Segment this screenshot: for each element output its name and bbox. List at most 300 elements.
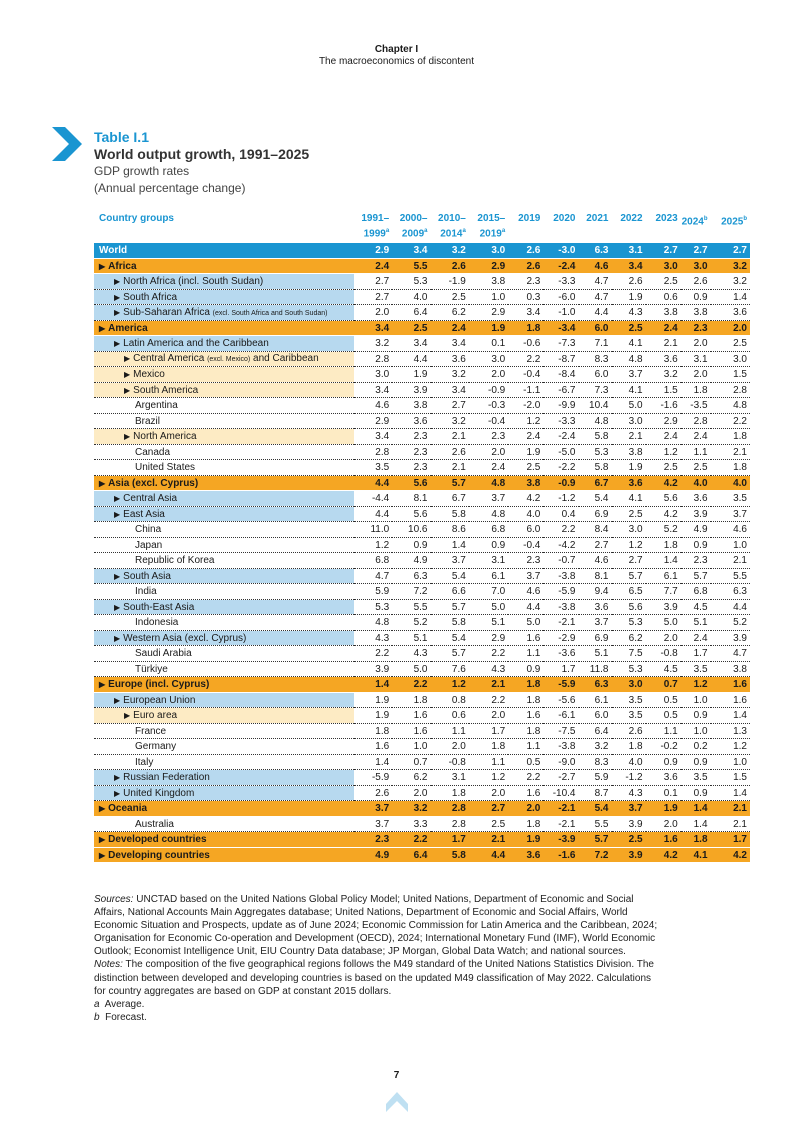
value-cell: 6.4 <box>392 305 430 321</box>
value-cell: 3.2 <box>646 367 681 383</box>
chevron-right-icon <box>52 127 82 161</box>
value-cell: 1.8 <box>354 723 392 739</box>
value-cell: 4.2 <box>711 847 750 863</box>
value-cell: 1.9 <box>392 367 430 383</box>
value-cell: 2.1 <box>469 832 508 848</box>
value-cell: 3.0 <box>612 677 646 693</box>
value-cell: 2.8 <box>354 351 392 367</box>
value-cell: 4.0 <box>711 475 750 491</box>
row-label: ▶ Latin America and the Caribbean <box>94 336 354 352</box>
row-label: ▶ Africa <box>94 258 354 274</box>
value-cell: 4.7 <box>711 646 750 662</box>
row-label: Canada <box>94 444 354 460</box>
value-cell: 1.5 <box>711 367 750 383</box>
value-cell: 6.0 <box>508 522 543 538</box>
value-cell: 5.7 <box>431 599 469 615</box>
value-cell: 5.0 <box>392 661 430 677</box>
notes-note <box>94 958 664 997</box>
value-cell: 2.4 <box>469 460 508 476</box>
value-cell: 3.7 <box>711 506 750 522</box>
value-cell: 2.7 <box>579 537 612 553</box>
value-cell: 3.5 <box>354 460 392 476</box>
table-row <box>94 398 750 414</box>
value-cell: 3.1 <box>612 243 646 258</box>
value-cell: -3.0 <box>543 243 578 258</box>
value-cell: -2.0 <box>508 398 543 414</box>
expand-triangle-icon: ▶ <box>124 370 131 380</box>
table-row <box>94 708 750 724</box>
expand-triangle-icon: ▶ <box>99 323 106 333</box>
value-cell: 2.6 <box>681 274 711 290</box>
value-cell: 6.3 <box>579 677 612 693</box>
value-cell: 3.9 <box>711 630 750 646</box>
value-cell: 3.5 <box>681 770 711 786</box>
value-cell: 5.0 <box>612 398 646 414</box>
value-cell: 4.4 <box>508 599 543 615</box>
expand-triangle-icon: ▶ <box>114 602 121 612</box>
value-cell: 8.1 <box>579 568 612 584</box>
value-cell: 1.9 <box>508 444 543 460</box>
value-cell: 4.4 <box>392 351 430 367</box>
sources-text: UNCTAD based on the United Nations Global Policy Model; United Nations, Department of Economic and Social Affairs, National Accounts Main Aggregates database; United Nations, Department of Economic and Social Affairs, World Economic Situation and Prospects, update as of June 2024; Economic Commission for Latin America and the Caribbean, 2024; Organisation for Economic Co-operation and Development (OECD), 2024; International Monetary Fund (IMF), World Economic Outlook; Economist Intelligence Unit, EIU Country Data database; JP Morgan, Global Data Watch; and national sources. <box>94 894 658 958</box>
value-cell: -5.9 <box>354 770 392 786</box>
value-cell: 0.2 <box>681 739 711 755</box>
value-cell: -5.9 <box>543 677 578 693</box>
value-cell: 3.8 <box>681 305 711 321</box>
value-cell: 2.0 <box>469 444 508 460</box>
value-cell: 2.0 <box>469 785 508 801</box>
value-cell: -9.9 <box>543 398 578 414</box>
value-cell: 5.1 <box>681 615 711 631</box>
value-cell: 3.6 <box>431 351 469 367</box>
value-cell: -2.1 <box>543 615 578 631</box>
value-cell: 3.7 <box>354 801 392 817</box>
row-label: Brazil <box>94 413 354 429</box>
row-label: Indonesia <box>94 615 354 631</box>
table-row <box>94 770 750 786</box>
value-cell: 3.7 <box>354 816 392 832</box>
value-cell: 4.1 <box>612 336 646 352</box>
value-cell: 2.5 <box>681 460 711 476</box>
value-cell: 0.6 <box>431 708 469 724</box>
value-cell: -0.9 <box>469 382 508 398</box>
chapter-label: Chapter I <box>374 44 419 55</box>
value-cell: -2.7 <box>543 770 578 786</box>
value-cell: 5.6 <box>612 599 646 615</box>
value-cell: 4.5 <box>681 599 711 615</box>
value-cell: 6.9 <box>579 630 612 646</box>
row-label: ▶ North America <box>94 429 354 445</box>
value-cell: 1.2 <box>681 677 711 693</box>
value-cell: 1.2 <box>612 537 646 553</box>
value-cell: 5.3 <box>612 615 646 631</box>
value-cell: 4.1 <box>612 491 646 507</box>
value-cell: 5.5 <box>392 258 430 274</box>
value-cell: 2.3 <box>469 429 508 445</box>
column-header: 2000– 2009$^a$ <box>399 213 428 240</box>
value-cell: 1.1 <box>681 444 711 460</box>
value-cell: 2.7 <box>354 289 392 305</box>
table-row <box>94 568 750 584</box>
footnote-a-text: Average. <box>104 998 145 1010</box>
value-cell: 8.3 <box>579 351 612 367</box>
value-cell: 1.7 <box>681 646 711 662</box>
table-row <box>94 692 750 708</box>
value-cell: -0.2 <box>646 739 681 755</box>
value-cell: 1.0 <box>711 537 750 553</box>
value-cell: 1.6 <box>392 723 430 739</box>
value-cell: 3.8 <box>646 305 681 321</box>
value-cell: 1.9 <box>612 289 646 305</box>
value-cell: 1.7 <box>431 832 469 848</box>
footnote-b-key: b <box>94 1011 100 1023</box>
table-notes <box>94 893 664 1024</box>
value-cell: 7.1 <box>579 336 612 352</box>
row-label: ▶ North Africa (incl. South Sudan) <box>94 274 354 290</box>
table-row <box>94 491 750 507</box>
value-cell: 3.0 <box>469 351 508 367</box>
table-row <box>94 599 750 615</box>
value-cell: 3.2 <box>431 413 469 429</box>
value-cell: 2.0 <box>392 785 430 801</box>
value-cell: 2.4 <box>646 429 681 445</box>
value-cell: 1.6 <box>508 630 543 646</box>
value-cell: 5.0 <box>469 599 508 615</box>
value-cell: 0.7 <box>392 754 430 770</box>
value-cell: 1.7 <box>711 832 750 848</box>
row-label: ▶ Central Asia <box>94 491 354 507</box>
value-cell: -2.2 <box>543 460 578 476</box>
expand-triangle-icon: ▶ <box>99 478 106 488</box>
value-cell: 3.2 <box>579 739 612 755</box>
expand-triangle-icon: ▶ <box>99 261 106 271</box>
value-cell: 5.3 <box>392 274 430 290</box>
value-cell: -3.6 <box>543 646 578 662</box>
row-label: China <box>94 522 354 538</box>
column-header: 2021 <box>586 213 609 224</box>
value-cell: -1.2 <box>543 491 578 507</box>
value-cell: 2.9 <box>469 630 508 646</box>
column-header: 2024$^b$ <box>681 216 708 228</box>
value-cell: 2.5 <box>392 320 430 336</box>
value-cell: 1.8 <box>392 692 430 708</box>
value-cell: 2.3 <box>392 460 430 476</box>
value-cell: 1.8 <box>681 832 711 848</box>
value-cell: 5.8 <box>431 615 469 631</box>
row-label: France <box>94 723 354 739</box>
value-cell: 4.6 <box>508 584 543 600</box>
value-cell: 4.1 <box>612 382 646 398</box>
value-cell: 4.0 <box>392 289 430 305</box>
value-cell: 2.4 <box>646 320 681 336</box>
value-cell: 2.0 <box>469 367 508 383</box>
table-row <box>94 475 750 491</box>
value-cell: 2.5 <box>612 320 646 336</box>
value-cell: 5.4 <box>579 801 612 817</box>
value-cell: -3.9 <box>543 832 578 848</box>
table-row <box>94 336 750 352</box>
value-cell: 2.0 <box>469 708 508 724</box>
value-cell: 7.3 <box>579 382 612 398</box>
table-row <box>94 274 750 290</box>
value-cell: 5.5 <box>711 568 750 584</box>
value-cell: 0.5 <box>646 708 681 724</box>
notes-label: Notes: <box>94 959 123 971</box>
value-cell: 1.8 <box>508 723 543 739</box>
value-cell: 1.9 <box>508 832 543 848</box>
table-title: World output growth, 1991–2025 <box>94 146 310 162</box>
value-cell: -0.4 <box>469 413 508 429</box>
column-header: 1991– 1999$^a$ <box>361 213 390 240</box>
value-cell: -4.2 <box>543 537 578 553</box>
value-cell: 0.9 <box>681 289 711 305</box>
value-cell: -0.3 <box>469 398 508 414</box>
value-cell: 4.7 <box>579 289 612 305</box>
value-cell: 3.0 <box>711 351 750 367</box>
value-cell: -3.4 <box>543 320 578 336</box>
notes-text: The composition of the five geographical regions follows the M49 standard of the United Nations Statistics Division. The distinction between developed and developing countries is based on the updated M49 classification of May 2022. Calculations for country aggregates are based on GDP at constant 2015 dollars. <box>94 959 654 997</box>
value-cell: 6.2 <box>431 305 469 321</box>
value-cell: 3.0 <box>354 367 392 383</box>
value-cell: 4.6 <box>354 398 392 414</box>
value-cell: 8.3 <box>579 754 612 770</box>
value-cell: 3.7 <box>612 801 646 817</box>
value-cell: 5.7 <box>431 646 469 662</box>
value-cell: 4.3 <box>354 630 392 646</box>
expand-triangle-icon: ▶ <box>99 804 106 814</box>
value-cell: 1.2 <box>431 677 469 693</box>
row-label: Australia <box>94 816 354 832</box>
table-row <box>94 615 750 631</box>
value-cell: 2.6 <box>612 723 646 739</box>
value-cell: 6.0 <box>579 367 612 383</box>
value-cell: 3.6 <box>612 475 646 491</box>
value-cell: 2.5 <box>646 274 681 290</box>
value-cell: 3.5 <box>711 491 750 507</box>
value-cell: 2.1 <box>711 816 750 832</box>
row-label: ▶ United Kingdom <box>94 785 354 801</box>
table-row <box>94 444 750 460</box>
value-cell: 4.3 <box>612 305 646 321</box>
value-cell: 0.6 <box>646 289 681 305</box>
value-cell: 3.4 <box>354 382 392 398</box>
value-cell: 9.4 <box>579 584 612 600</box>
value-cell: 3.5 <box>681 661 711 677</box>
value-cell: 3.4 <box>354 320 392 336</box>
column-header: 2025$^b$ <box>721 216 747 228</box>
value-cell: 3.5 <box>612 692 646 708</box>
value-cell: 5.1 <box>392 630 430 646</box>
value-cell: 2.2 <box>469 692 508 708</box>
value-cell: 1.4 <box>431 537 469 553</box>
value-cell: 5.8 <box>431 847 469 863</box>
value-cell: -3.5 <box>681 398 711 414</box>
value-cell: 1.8 <box>431 785 469 801</box>
expand-triangle-icon: ▶ <box>114 509 121 519</box>
up-arrow-icon[interactable] <box>385 1090 409 1114</box>
value-cell: 1.0 <box>681 723 711 739</box>
value-cell: 0.1 <box>469 336 508 352</box>
value-cell: 3.6 <box>646 770 681 786</box>
value-cell: 3.8 <box>508 475 543 491</box>
value-cell: 3.2 <box>431 243 469 258</box>
value-cell: 7.2 <box>579 847 612 863</box>
value-cell: 2.8 <box>681 413 711 429</box>
row-label: Saudi Arabia <box>94 646 354 662</box>
value-cell: -10.4 <box>543 785 578 801</box>
value-cell: 1.4 <box>711 785 750 801</box>
value-cell: 4.4 <box>354 506 392 522</box>
value-cell: -3.3 <box>543 274 578 290</box>
value-cell: 5.0 <box>646 615 681 631</box>
value-cell: 3.8 <box>612 444 646 460</box>
value-cell: 2.4 <box>681 630 711 646</box>
value-cell: 6.7 <box>431 491 469 507</box>
value-cell: 5.8 <box>579 429 612 445</box>
value-cell: 4.8 <box>469 506 508 522</box>
value-cell: 5.3 <box>354 599 392 615</box>
expand-triangle-icon: ▶ <box>114 788 121 798</box>
row-label: ▶ Mexico <box>94 367 354 383</box>
value-cell: 1.4 <box>646 553 681 569</box>
footnote-b-text: Forecast. <box>105 1011 147 1023</box>
value-cell: 2.6 <box>508 243 543 258</box>
value-cell: 4.6 <box>579 553 612 569</box>
value-cell: 2.7 <box>431 398 469 414</box>
value-cell: 2.2 <box>469 646 508 662</box>
value-cell: 2.5 <box>612 506 646 522</box>
value-cell: 2.3 <box>392 429 430 445</box>
value-cell: 1.6 <box>646 832 681 848</box>
value-cell: 2.4 <box>431 320 469 336</box>
row-label: ▶ Developed countries <box>94 832 354 848</box>
table-number: Table I.1 <box>94 129 149 145</box>
value-cell: 3.6 <box>579 599 612 615</box>
row-label: India <box>94 584 354 600</box>
table-row <box>94 429 750 445</box>
value-cell: 2.2 <box>392 677 430 693</box>
value-cell: 3.4 <box>392 243 430 258</box>
sources-label: Sources: <box>94 894 134 905</box>
value-cell: 3.7 <box>431 553 469 569</box>
value-cell: 4.1 <box>681 847 711 863</box>
value-cell: 3.6 <box>392 413 430 429</box>
value-cell: -1.1 <box>508 382 543 398</box>
value-cell: -5.9 <box>543 584 578 600</box>
running-header <box>0 44 793 68</box>
value-cell: 3.4 <box>508 305 543 321</box>
value-cell: 2.7 <box>711 243 750 258</box>
value-cell: 1.4 <box>354 754 392 770</box>
value-cell: 1.8 <box>508 677 543 693</box>
row-label: Republic of Korea <box>94 553 354 569</box>
value-cell: 6.2 <box>392 770 430 786</box>
value-cell: -0.7 <box>543 553 578 569</box>
value-cell: 10.4 <box>579 398 612 414</box>
table-header-row <box>94 213 750 243</box>
value-cell: 4.9 <box>354 847 392 863</box>
expand-triangle-icon: ▶ <box>114 571 121 581</box>
value-cell: 1.4 <box>354 677 392 693</box>
value-cell: 2.0 <box>681 367 711 383</box>
value-cell: 2.1 <box>711 553 750 569</box>
growth-table <box>94 213 750 863</box>
row-label: ▶ America <box>94 320 354 336</box>
value-cell: 4.4 <box>354 475 392 491</box>
value-cell: -0.8 <box>646 646 681 662</box>
expand-triangle-icon: ▶ <box>114 773 121 783</box>
value-cell: 2.3 <box>681 553 711 569</box>
value-cell: 1.8 <box>508 816 543 832</box>
value-cell: -6.0 <box>543 289 578 305</box>
value-cell: 1.9 <box>354 708 392 724</box>
value-cell: 4.8 <box>354 615 392 631</box>
value-cell: 2.5 <box>646 460 681 476</box>
value-cell: 1.6 <box>392 708 430 724</box>
value-cell: 6.1 <box>646 568 681 584</box>
row-label: Argentina <box>94 398 354 414</box>
column-header: 2010– 2014$^a$ <box>438 213 466 240</box>
column-header: 2023 <box>655 213 678 224</box>
value-cell: 5.8 <box>431 506 469 522</box>
value-cell: 6.3 <box>579 243 612 258</box>
value-cell: 6.4 <box>392 847 430 863</box>
expand-triangle-icon: ▶ <box>114 307 121 317</box>
value-cell: 4.8 <box>711 398 750 414</box>
value-cell: 2.1 <box>431 429 469 445</box>
value-cell: 2.3 <box>681 320 711 336</box>
expand-triangle-icon: ▶ <box>114 292 121 302</box>
value-cell: 4.5 <box>646 661 681 677</box>
value-cell: 3.7 <box>469 491 508 507</box>
value-cell: 4.4 <box>711 599 750 615</box>
expand-triangle-icon: ▶ <box>99 850 106 860</box>
value-cell: 5.5 <box>579 816 612 832</box>
value-cell: 5.7 <box>681 568 711 584</box>
value-cell: 0.9 <box>681 708 711 724</box>
value-cell: 5.6 <box>646 491 681 507</box>
value-cell: -8.7 <box>543 351 578 367</box>
value-cell: 7.0 <box>469 584 508 600</box>
table-body <box>94 243 750 863</box>
value-cell: 5.7 <box>431 475 469 491</box>
value-cell: 2.9 <box>469 258 508 274</box>
page-number: 7 <box>393 1070 400 1081</box>
table-row <box>94 661 750 677</box>
value-cell: 3.0 <box>612 413 646 429</box>
value-cell: -3.8 <box>543 568 578 584</box>
value-cell: 6.1 <box>579 692 612 708</box>
value-cell: 6.3 <box>711 584 750 600</box>
value-cell: 2.8 <box>354 444 392 460</box>
footnote-a <box>94 998 664 1011</box>
table-row <box>94 832 750 848</box>
value-cell: 1.8 <box>508 692 543 708</box>
value-cell: 6.4 <box>579 723 612 739</box>
table-row <box>94 754 750 770</box>
value-cell: 1.9 <box>612 460 646 476</box>
value-cell: -0.6 <box>508 336 543 352</box>
value-cell: 4.2 <box>646 506 681 522</box>
value-cell: 2.5 <box>508 460 543 476</box>
value-cell: 2.0 <box>711 320 750 336</box>
value-cell: 3.8 <box>711 661 750 677</box>
value-cell: 2.0 <box>431 739 469 755</box>
value-cell: 2.3 <box>354 832 392 848</box>
value-cell: -0.9 <box>543 475 578 491</box>
row-label: ▶ European Union <box>94 692 354 708</box>
column-header: 2022 <box>620 213 643 224</box>
